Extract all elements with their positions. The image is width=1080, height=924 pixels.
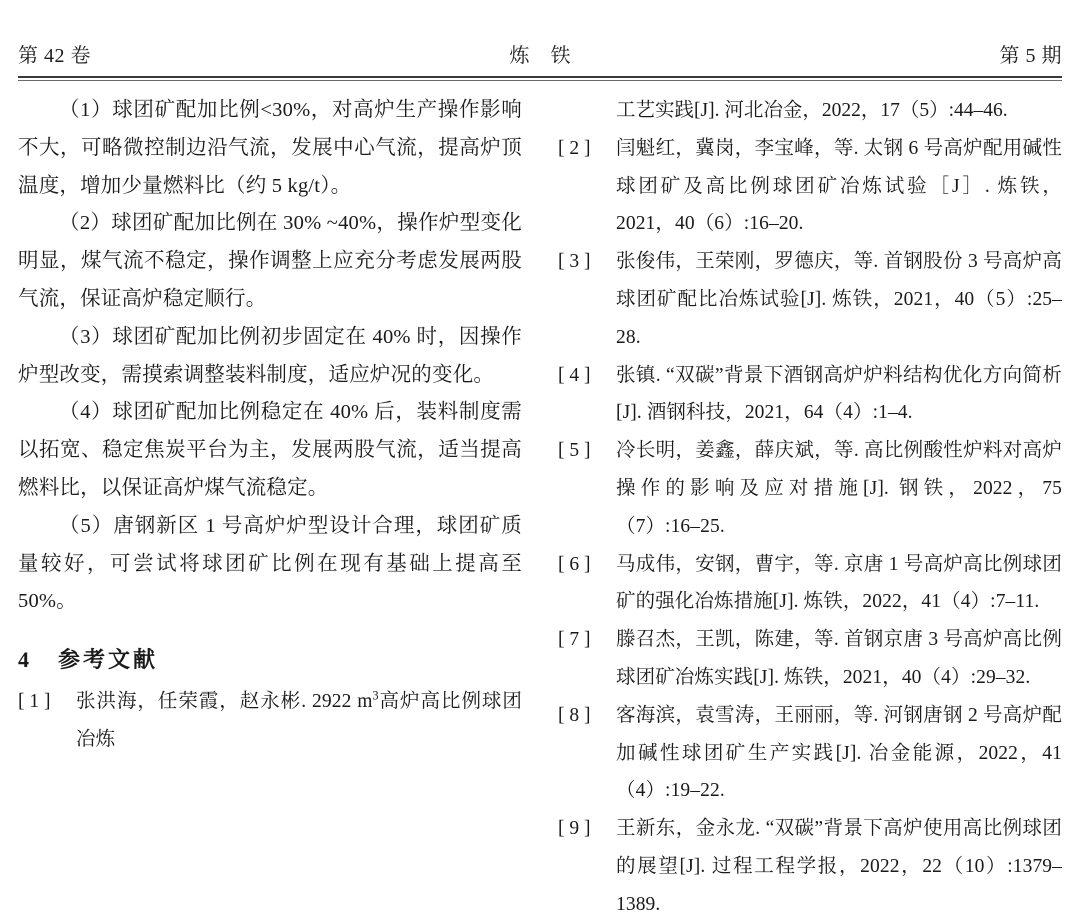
conclusion-paragraph-5: （5）唐钢新区 1 号高炉炉型设计合理，球团矿质量较好，可尝试将球团矿比例在现有基础上提高至 50%。 xyxy=(18,514,522,613)
reference-label: [ 4 ] xyxy=(558,364,591,386)
reference-label: [ 7 ] xyxy=(558,629,591,651)
reference-text: 闫魁红，冀岗，李宝峰，等. 太钢 6 号高炉配用碱性球团矿及高比例球团矿冶炼试验［J］. 炼铁，2021，40（6）:16–20. xyxy=(616,137,1062,235)
left-column xyxy=(18,92,522,750)
header-divider-rule xyxy=(18,76,1062,82)
running-head-journal-title: 炼 铁 xyxy=(509,44,579,67)
reference-text xyxy=(76,683,522,759)
reference-text-part-2: 高炉高比例球团冶炼 xyxy=(76,691,522,750)
conclusion-paragraph-4: （4）球团矿配加比例稳定在 40% 后，装料制度需以拓宽、稳定焦炭平台为主，发展两股气流，适当提高燃料比，以保证高炉煤气流稳定。 xyxy=(18,401,522,499)
reference-label: [ 3 ] xyxy=(558,251,591,273)
superscript-exponent: 3 xyxy=(372,688,379,703)
reference-text: 张俊伟，王荣刚，罗德庆，等. 首钢股份 3 号高炉高球团矿配比冶炼试验[J]. 炼铁，2021，40（5）:25–28. xyxy=(616,251,1062,348)
reference-list-left xyxy=(18,683,522,759)
list-item xyxy=(558,621,1062,697)
list-item xyxy=(558,432,1062,545)
list-item xyxy=(558,810,1062,923)
references-section-heading xyxy=(18,643,522,677)
reference-label: [ 6 ] xyxy=(558,553,591,575)
reference-text: 张镇. “双碳”背景下酒钢高炉炉料结构优化方向简析[J]. 酒钢科技，2021，64（4）:1–4. xyxy=(616,364,1062,424)
body-columns xyxy=(18,92,1062,915)
conclusion-paragraph-2: （2）球团矿配加比例在 30% ~40%，操作炉型变化明显，煤气流不稳定，操作调整上应充分考虑发展两股气流，保证高炉稳定顺行。 xyxy=(18,212,522,310)
running-head xyxy=(18,38,1062,68)
divider-thin-line xyxy=(18,80,1062,81)
conclusion-paragraph-3: （3）球团矿配加比例初步固定在 40% 时，因操作炉型改变，需摸索调整装料制度，适应炉况的变化。 xyxy=(18,325,522,386)
reference-label: [ 9 ] xyxy=(558,818,591,840)
section-number: 4 xyxy=(18,647,30,673)
list-item xyxy=(558,697,1062,810)
reference-label: [ 1 ] xyxy=(18,691,51,713)
reference-list-right xyxy=(558,130,1062,924)
reference-text-part-1: 张洪海，任荣霞，赵永彬. 2922 m xyxy=(76,691,373,713)
list-item xyxy=(558,243,1062,356)
right-column xyxy=(558,92,1062,915)
reference-label: [ 8 ] xyxy=(558,704,591,726)
list-item xyxy=(558,546,1062,622)
reference-text: 王新东，金永龙. “双碳”背景下高炉使用高比例球团的展望[J]. 过程工程学报，2022，22（10）:1379–1389. xyxy=(616,818,1062,915)
reference-label: [ 5 ] xyxy=(558,440,591,462)
reference-text: 马成伟，安钢，曹宇，等. 京唐 1 号高炉高比例球团矿的强化冶炼措施[J]. 炼铁，2022，41（4）:7–11. xyxy=(616,553,1062,613)
list-item xyxy=(558,357,1062,433)
list-item xyxy=(18,683,522,759)
section-title: 参考文献 xyxy=(58,647,159,673)
running-head-issue: 第 5 期 xyxy=(999,44,1062,67)
running-head-volume: 第 42 卷 xyxy=(18,44,91,67)
reference-continuation-line: 工艺实践[J]. 河北冶金，2022，17（5）:44–46. xyxy=(616,100,1008,121)
reference-text: 冷长明，姜鑫，薛庆斌，等. 高比例酸性炉料对高炉操作的影响及应对措施[J]. 钢铁，2022，75（7）:16–25. xyxy=(616,440,1062,537)
divider-thick-line xyxy=(18,76,1062,78)
reference-text: 客海滨，袁雪涛，王丽丽，等. 河钢唐钢 2 号高炉配加碱性球团矿生产实践[J]. 冶金能源，2022，41（4）:19–22. xyxy=(616,704,1062,802)
reference-label: [ 2 ] xyxy=(558,137,591,159)
reference-text: 滕召杰，王凯，陈建，等. 首钢京唐 3 号高炉高比例球团矿冶炼实践[J]. 炼铁，2021，40（4）:29–32. xyxy=(616,629,1062,688)
list-item xyxy=(558,130,1062,243)
conclusion-paragraph-1: （1）球团矿配加比例<30%，对高炉生产操作影响不大，可略微控制边沿气流，发展中心气流，提高炉顶温度，增加少量燃料比（约 5 kg/t）。 xyxy=(18,99,522,197)
